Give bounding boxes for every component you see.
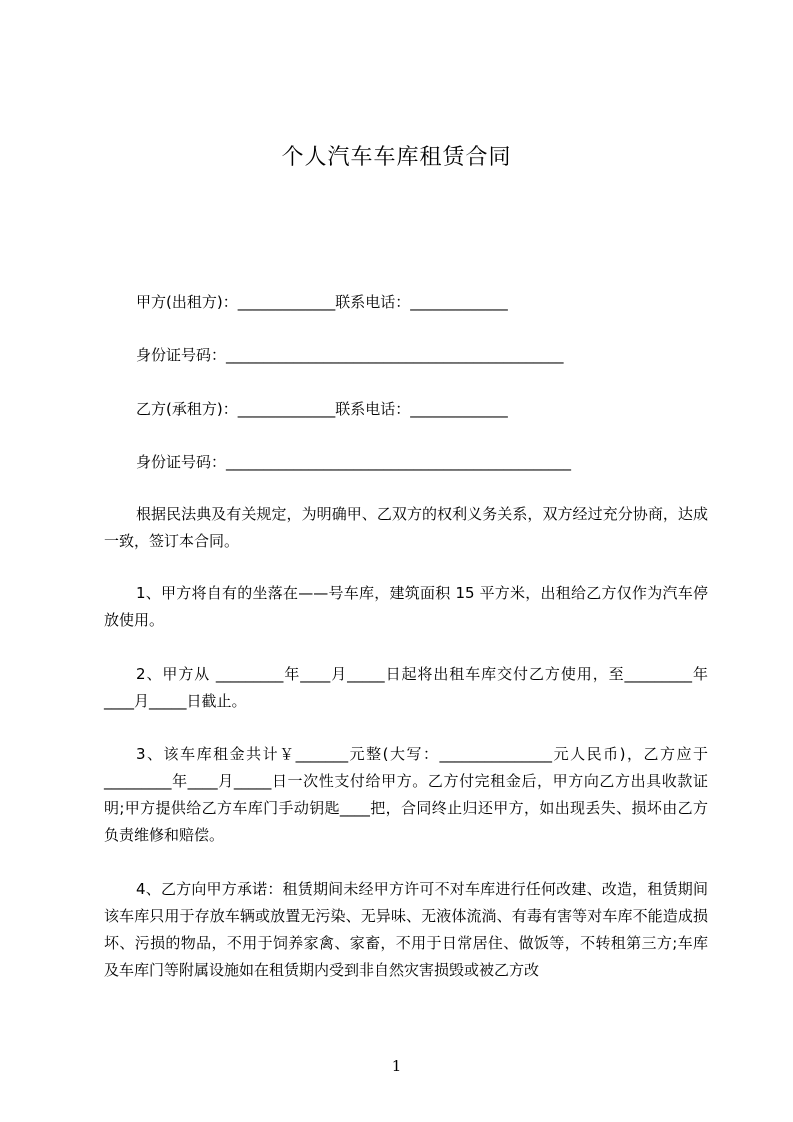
party-b-id-line: 身份证号码：______________________________________________ (136, 453, 572, 471)
clause-1: 1、甲方将自有的坐落在——号车库，建筑面积 15 平方米，出租给乙方仅作为汽车停放使用。 (104, 584, 708, 629)
clause-4: 4、乙方向甲方承诺：租赁期间未经甲方许可不对车库进行任何改建、改造，租赁期间该车库只用于存放车辆或放置无污染、无异味、无液体流淌、有毒有害等对车库不能造成损坏、污损的物品，不用于饲养家禽、家畜，不用于日常居住、做饭等，不转租第三方;车库及车库门等附属设施如在租赁期内受到非自然灾害损毁或被乙方改 (104, 880, 708, 979)
party-a-line: 甲方(出租方)：_____________联系电话：_____________ (136, 293, 508, 311)
document-title: 个人汽车车库租赁合同 (281, 145, 512, 170)
page-number: 1 (391, 1057, 402, 1075)
party-b-line: 乙方(承租方)：_____________联系电话：_____________ (136, 400, 508, 418)
clause-2: 2、甲方从 _________年____月_____日起将出租车库交付乙方使用，至_________年____月_____日截止。 (104, 665, 708, 710)
clause-3: 3、该车库租金共计￥_______元整(大写：_______________元人民币)，乙方应于_________年____月_____日一次性支付给甲方。乙方付完租金后，甲方向乙方出具收款证明;甲方提供给乙方车库门手动钥匙____把，合同终止归还甲方，如出现丢失、损坏由乙方负责维修和赔偿。 (104, 745, 708, 844)
intro-paragraph: 根据民法典及有关规定，为明确甲、乙双方的权利义务关系，双方经过充分协商，达成一致，签订本合同。 (104, 505, 708, 550)
party-a-id-line: 身份证号码：_____________________________________________ (136, 346, 564, 364)
